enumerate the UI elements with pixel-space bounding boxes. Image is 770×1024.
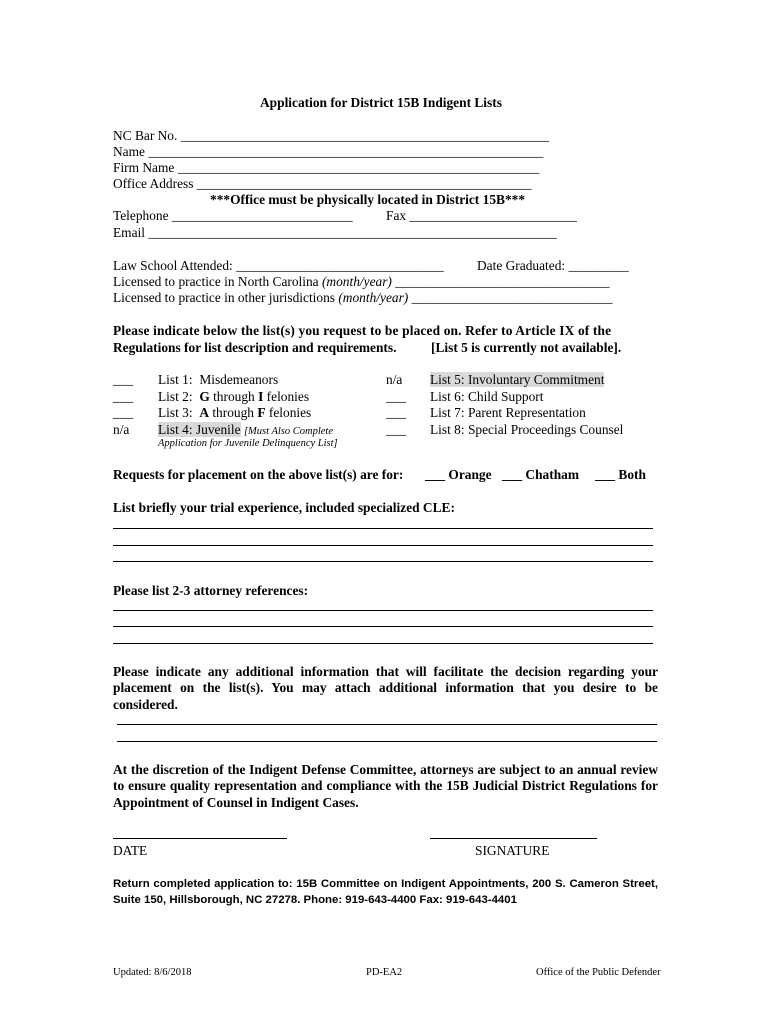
list5-availability-note: [List 5 is currently not available]. — [431, 340, 622, 355]
licensed-other-label: Licensed to practice in other jurisdictions — [113, 290, 339, 305]
footer-office-name: Office of the Public Defender — [536, 967, 661, 978]
bar-number-field[interactable]: NC Bar No. _______________________________________________________ — [113, 128, 549, 143]
law-school-field[interactable]: Law School Attended: _______________________________ — [113, 258, 444, 273]
lists-instructions-line2: Regulations for list description and requirements. — [113, 340, 397, 355]
email-field[interactable]: Email _____________________________________________________________ — [113, 225, 557, 240]
office-address-field[interactable]: Office Address __________________________________________________ — [113, 176, 532, 191]
additional-info-line-1[interactable] — [117, 724, 657, 725]
list5-label: List 5: Involuntary Commitment — [430, 372, 605, 387]
trial-experience-heading: List briefly your trial experience, included specialized CLE: — [113, 500, 455, 515]
return-instructions: Return completed application to: 15B Committee on Indigent Appointments, 200 S. Cameron Street, Suite 150, Hillsborough, NC 27278. Phone: 919-643-4400 Fax: 919-643-4401 — [113, 878, 658, 906]
trial-experience-line-1[interactable] — [113, 528, 653, 529]
lists-instructions-line1: Please indicate below the list(s) you request to be placed on. Refer to Article IX of the — [113, 323, 612, 338]
list3-label: List 3: A through F felonies — [158, 405, 312, 420]
committee-review-notice: At the discretion of the Indigent Defense Committee, attorneys are subject to an annual review to ensure quality representation and compliance with the 15B Judicial District Regulations for Appointment of Counsel in Indigent Cases. — [113, 762, 658, 810]
chatham-checkbox[interactable]: ___ Chatham — [502, 467, 580, 482]
list4-note: Application for Juvenile Delinquency List] — [158, 438, 338, 449]
additional-info-line-2[interactable] — [117, 741, 657, 742]
footer-form-id: PD-EA2 — [366, 967, 403, 978]
references-line-1[interactable] — [113, 610, 653, 611]
placement-prompt: Requests for placement on the above list(s) are for: — [113, 467, 404, 482]
office-location-note: ***Office must be physically located in District 15B*** — [210, 192, 526, 207]
licensed-nc-line[interactable]: ________________________________ — [391, 274, 610, 289]
list8-checkbox[interactable]: ___ — [386, 422, 407, 437]
additional-info-instructions: Please indicate any additional information that will facilitate the decision regarding your placement on the list(s). You may attach additional information that you desire to be considered. — [113, 664, 658, 712]
page-title: Application for District 15B Indigent Lists — [260, 95, 502, 110]
both-checkbox[interactable]: ___ Both — [595, 467, 646, 482]
list3-checkbox[interactable]: ___ — [113, 405, 134, 420]
list2-label: List 2: G through I felonies — [158, 389, 310, 404]
references-line-3[interactable] — [113, 643, 653, 644]
licensed-nc-hint: (month/year) — [321, 274, 392, 289]
list2-checkbox[interactable]: ___ — [113, 389, 134, 404]
trial-experience-line-3[interactable] — [113, 561, 653, 562]
date-line[interactable] — [113, 838, 287, 839]
licensed-other-hint: (month/year) — [338, 290, 409, 305]
licensed-nc-field[interactable] — [113, 274, 610, 290]
list6-label: List 6: Child Support — [430, 389, 544, 404]
licensed-nc-label: Licensed to practice in North Carolina — [113, 274, 322, 289]
list6-checkbox[interactable]: ___ — [386, 389, 407, 404]
list8-label: List 8: Special Proceedings Counsel — [430, 422, 624, 437]
references-heading: Please list 2-3 attorney references: — [113, 583, 309, 598]
firm-name-field[interactable]: Firm Name ______________________________________________________ — [113, 160, 540, 175]
signature-line[interactable] — [430, 838, 597, 839]
date-label: DATE — [113, 843, 148, 858]
list7-checkbox[interactable]: ___ — [386, 405, 407, 420]
list1-label: List 1: Misdemeanors — [158, 372, 279, 387]
signature-label: SIGNATURE — [475, 843, 550, 858]
licensed-other-field[interactable] — [113, 290, 612, 306]
footer-updated-date: Updated: 8/6/2018 — [113, 967, 192, 978]
date-graduated-field[interactable]: Date Graduated: _________ — [477, 258, 629, 273]
fax-field[interactable]: Fax _________________________ — [386, 208, 577, 223]
licensed-other-line[interactable]: ______________________________ — [408, 290, 613, 305]
list4-label: List 4: Juvenile [Must Also Complete — [158, 422, 333, 437]
trial-experience-line-2[interactable] — [113, 545, 653, 546]
orange-checkbox[interactable]: ___ Orange — [425, 467, 492, 482]
references-line-2[interactable] — [113, 626, 653, 627]
telephone-field[interactable]: Telephone ___________________________ — [113, 208, 353, 223]
list4-checkbox[interactable]: n/a — [113, 422, 130, 437]
list7-label: List 7: Parent Representation — [430, 405, 586, 420]
list5-checkbox[interactable]: n/a — [386, 372, 403, 387]
name-field[interactable]: Name ___________________________________________________________ — [113, 144, 544, 159]
list1-checkbox[interactable]: ___ — [113, 372, 134, 387]
